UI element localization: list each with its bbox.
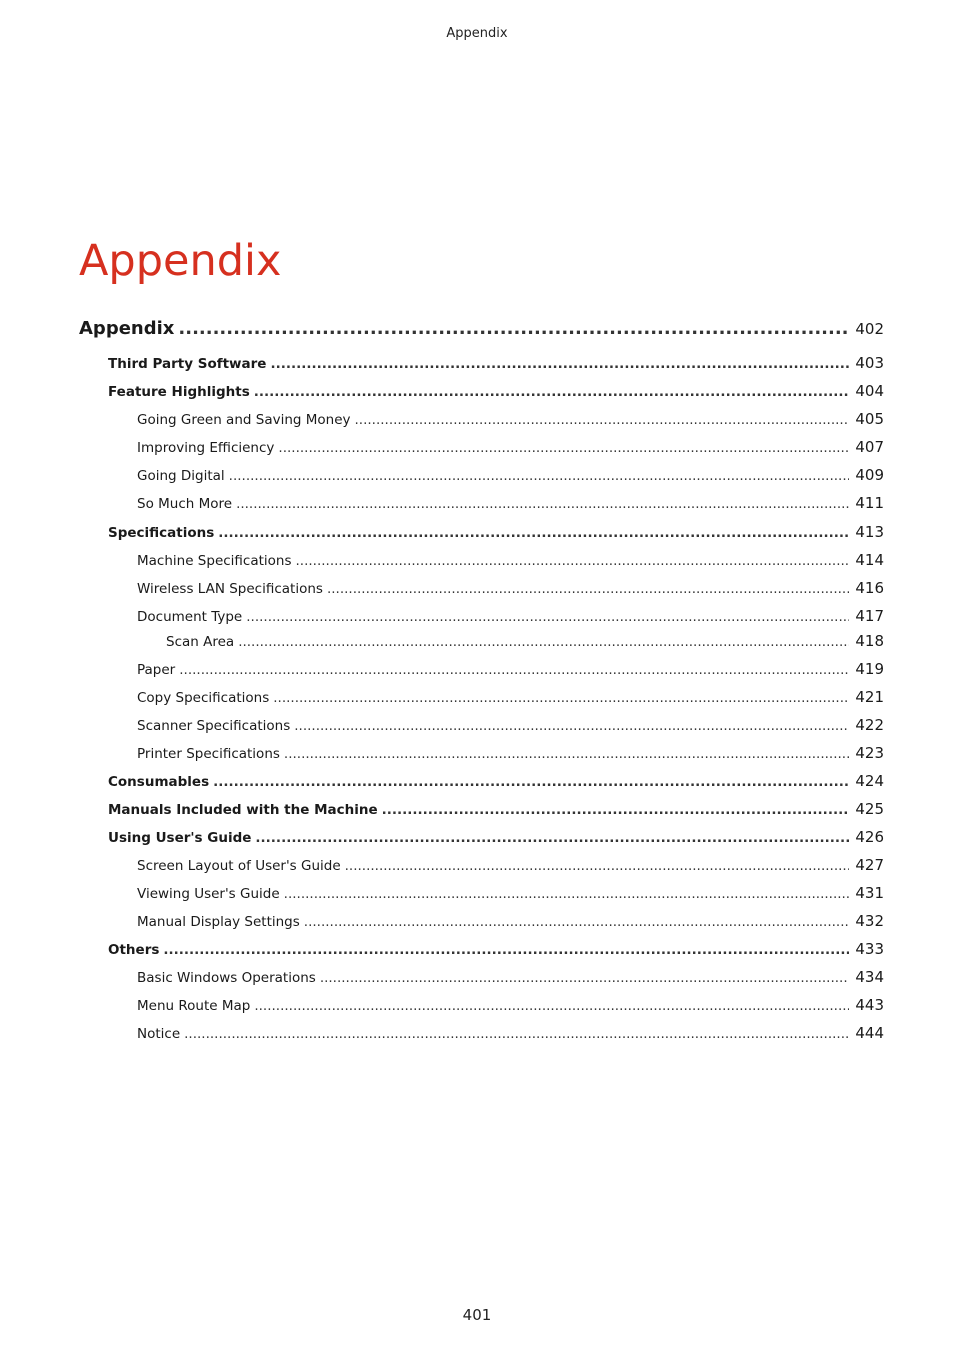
toc-entry-label: Menu Route Map: [137, 998, 251, 1014]
toc-entry-page: 443: [855, 996, 884, 1014]
toc-entry-label: Third Party Software: [108, 356, 267, 372]
toc-entry-printer-specifications[interactable]: [137, 744, 884, 762]
dot-leader: [254, 384, 850, 400]
dot-leader: [163, 942, 849, 958]
toc-entry-page: 427: [855, 856, 884, 874]
dot-leader: [382, 802, 850, 818]
toc-entry-page: 414: [855, 551, 884, 569]
toc-entry-document-type[interactable]: [137, 607, 884, 625]
toc-entry-scanner-specifications[interactable]: [137, 716, 884, 734]
dot-leader: [273, 690, 849, 706]
toc-entry-page: 444: [855, 1024, 884, 1042]
dot-leader: [296, 553, 850, 569]
toc-entry-label: Scan Area: [166, 634, 235, 650]
toc-entry-feature-highlights[interactable]: [108, 382, 884, 400]
toc-entry-label: So Much More: [137, 496, 233, 512]
toc-entry-page: 402: [855, 320, 884, 338]
toc-entry-page: 403: [855, 354, 884, 372]
toc-entry-label: Printer Specifications: [137, 746, 280, 762]
toc-entry-machine-specifications[interactable]: [137, 551, 884, 569]
dot-leader: [246, 609, 849, 625]
dot-leader: [184, 1026, 849, 1042]
dot-leader: [270, 356, 849, 372]
toc-entry-page: 419: [855, 660, 884, 678]
toc-entry-page: 422: [855, 716, 884, 734]
toc-entry-label: Copy Specifications: [137, 690, 270, 706]
dot-leader: [278, 440, 849, 456]
toc-entry-page: 433: [855, 940, 884, 958]
dot-leader: [345, 858, 850, 874]
toc-entry-label: Paper: [137, 662, 176, 678]
toc-entry-page: 416: [855, 579, 884, 597]
toc-entry-using-users-guide[interactable]: [108, 828, 884, 846]
toc-entry-viewing-users-guide[interactable]: [137, 884, 884, 902]
dot-leader: [320, 970, 850, 986]
toc-entry-basic-windows-operations[interactable]: [137, 968, 884, 986]
toc-entry-so-much-more[interactable]: [137, 494, 884, 512]
toc-entry-page: 407: [855, 438, 884, 456]
toc-entry-label: Using User's Guide: [108, 830, 252, 846]
toc-entry-page: 423: [855, 744, 884, 762]
toc-entry-label: Others: [108, 942, 160, 958]
dot-leader: [236, 496, 849, 512]
toc-entry-page: 418: [855, 632, 884, 650]
toc-entry-menu-route-map[interactable]: [137, 996, 884, 1014]
dot-leader: [178, 318, 849, 339]
toc-entry-label: Going Digital: [137, 468, 225, 484]
dot-leader: [304, 914, 850, 930]
toc-entry-page: 405: [855, 410, 884, 428]
toc-entry-copy-specifications[interactable]: [137, 688, 884, 706]
dot-leader: [284, 746, 849, 762]
toc-entry-manual-display-settings[interactable]: [137, 912, 884, 930]
toc-entry-third-party-software[interactable]: [108, 354, 884, 372]
toc-entry-label: Manual Display Settings: [137, 914, 300, 930]
toc-entry-label: Machine Specifications: [137, 553, 292, 569]
toc-entry-paper[interactable]: [137, 660, 884, 678]
dot-leader: [294, 718, 849, 734]
toc-entry-specifications[interactable]: [108, 523, 884, 541]
toc-entry-label: Specifications: [108, 525, 215, 541]
toc-entry-label: Notice: [137, 1026, 181, 1042]
toc-entry-page: 411: [855, 494, 884, 512]
chapter-title: Appendix: [79, 236, 282, 286]
toc-entry-page: 426: [855, 828, 884, 846]
toc-entry-label: Consumables: [108, 774, 210, 790]
dot-leader: [355, 412, 850, 428]
toc-entry-going-green[interactable]: [137, 410, 884, 428]
toc-entry-page: 413: [855, 523, 884, 541]
dot-leader: [327, 581, 849, 597]
toc-entry-label: Manuals Included with the Machine: [108, 802, 378, 818]
toc-entry-screen-layout[interactable]: [137, 856, 884, 874]
toc-entry-label: Going Green and Saving Money: [137, 412, 351, 428]
toc-entry-label: Appendix: [79, 318, 175, 339]
toc-entry-others[interactable]: [108, 940, 884, 958]
dot-leader: [218, 525, 849, 541]
dot-leader: [229, 468, 850, 484]
toc-entry-page: 421: [855, 688, 884, 706]
toc-entry-appendix[interactable]: [79, 318, 884, 339]
dot-leader: [254, 998, 849, 1014]
toc-entry-page: 425: [855, 800, 884, 818]
toc-entry-wireless-lan-specifications[interactable]: [137, 579, 884, 597]
dot-leader: [213, 774, 849, 790]
toc-entry-page: 434: [855, 968, 884, 986]
toc-entry-label: Viewing User's Guide: [137, 886, 280, 902]
toc-entry-label: Basic Windows Operations: [137, 970, 316, 986]
toc-entry-label: Screen Layout of User's Guide: [137, 858, 341, 874]
dot-leader: [284, 886, 850, 902]
toc-entry-improving-efficiency[interactable]: [137, 438, 884, 456]
running-header: Appendix: [446, 26, 508, 41]
dot-leader: [255, 830, 849, 846]
toc-entry-manuals-included[interactable]: [108, 800, 884, 818]
toc-entry-label: Document Type: [137, 609, 243, 625]
toc-entry-notice[interactable]: [137, 1024, 884, 1042]
toc-entry-label: Improving Efficiency: [137, 440, 275, 456]
toc-entry-page: 432: [855, 912, 884, 930]
toc-entry-label: Wireless LAN Specifications: [137, 581, 323, 597]
dot-leader: [238, 634, 849, 650]
toc-entry-label: Scanner Specifications: [137, 718, 291, 734]
page-number: 401: [462, 1306, 492, 1324]
toc-entry-label: Feature Highlights: [108, 384, 250, 400]
dot-leader: [179, 662, 849, 678]
toc-entry-scan-area[interactable]: [166, 632, 884, 650]
toc-entry-consumables[interactable]: [108, 772, 884, 790]
toc-entry-page: 431: [855, 884, 884, 902]
toc-entry-page: 424: [855, 772, 884, 790]
toc-entry-page: 404: [855, 382, 884, 400]
toc-entry-page: 409: [855, 466, 884, 484]
toc-entry-going-digital[interactable]: [137, 466, 884, 484]
toc-entry-page: 417: [855, 607, 884, 625]
